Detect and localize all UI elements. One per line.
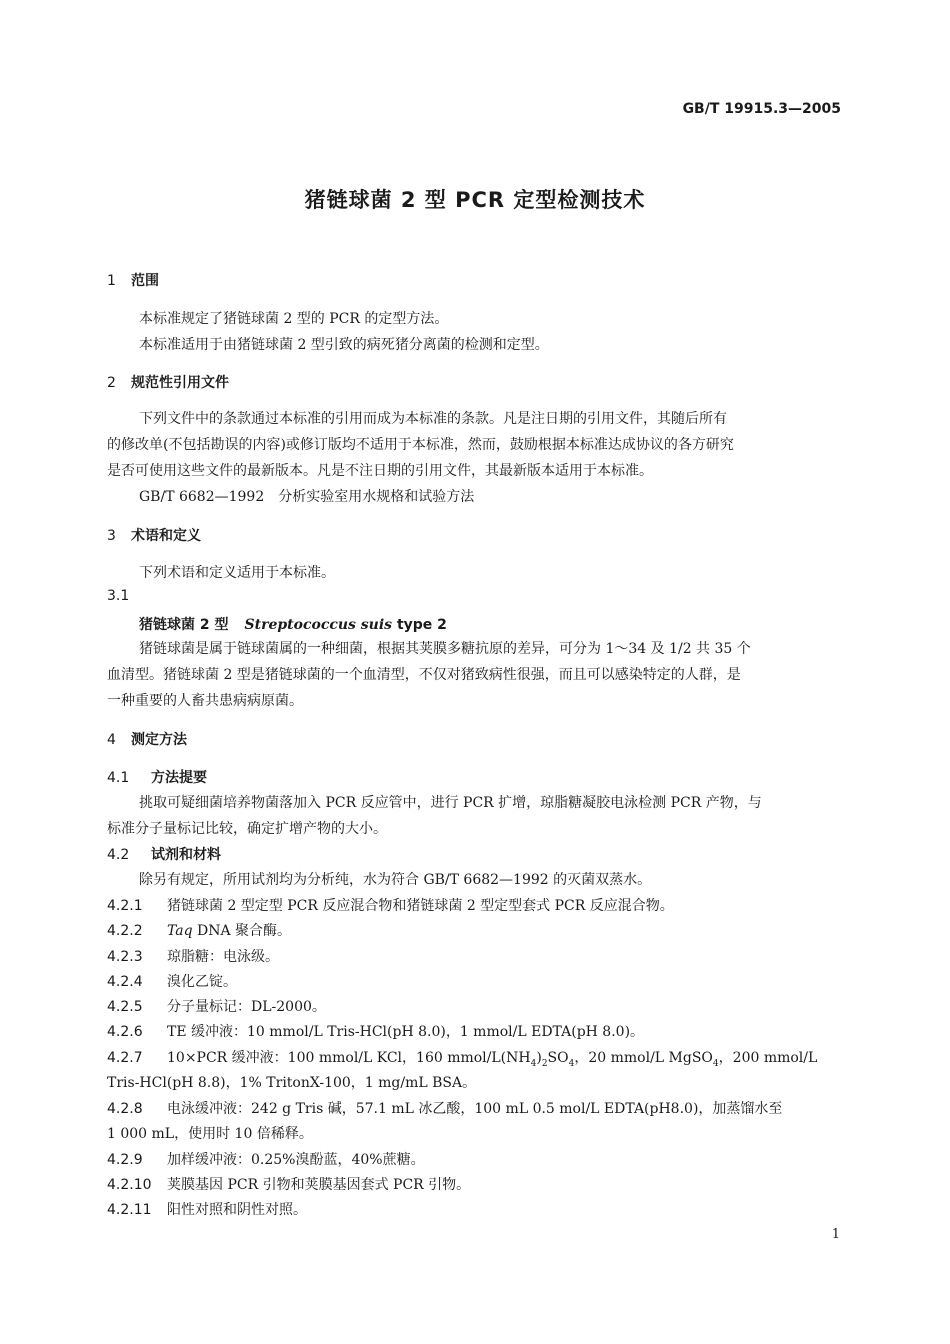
section-number: 4 [107,732,116,748]
item-number: 4.2.4 [107,974,143,990]
normative-reference: GB/T 6682—1992 分析实验室用水规格和试验方法 [139,489,475,505]
term-heading [139,614,447,634]
section-title: 测定方法 [131,732,187,748]
term-latin: Streptococcus suis [244,617,393,633]
item-text: 加样缓冲液：0.25%溴酚蓝，40%蔗糖。 [167,1152,425,1168]
item-number: 4.2.5 [107,999,143,1015]
item-text: 10×PCR 缓冲液：100 mmol/L KCl，160 mmol/$L(NH_4)_2SO_4$，20 mmol/L MgSO$_4$，200 mmol/L [167,1050,818,1069]
term-type: type 2 [396,617,447,633]
reagent-item [107,1047,817,1069]
method-summary-line-1: 挑取可疑细菌培养物菌落加入 PCR 反应管中，进行 PCR 扩增，琼脂糖凝胶电泳检测 PCR 产物，与 [139,795,762,811]
section-title: 规范性引用文件 [131,375,229,391]
reagent-item [107,1174,470,1194]
section-3-intro: 下列术语和定义适用于本标准。 [139,565,335,581]
item-number: 4.2.6 [107,1024,143,1040]
section-number: 2 [107,375,116,391]
definition-line-2: 血清型。猪链球菌 2 型是猪链球菌的一个血清型，不仅对猪致病性很强，而且可以感染特定的人群，是 [107,667,741,683]
section-number: 3 [107,528,116,544]
subsection-4-2-heading [107,844,221,864]
definition-line-1: 猪链球菌是属于链球菌属的一种细菌，根据其荚膜多糖抗原的差异，可分为 1～34 及 1/2 共 35 个 [139,641,751,657]
section-1-heading [107,270,159,290]
term-chinese: 猪链球菌 2 型 [139,617,229,633]
reagent-item-continuation: Tris-HCl(pH 8.8)，1% TritonX-100，1 mg/mL BSA。 [107,1075,477,1091]
reagent-item [107,895,674,915]
subsection-4-1-heading [107,767,207,787]
item-text: 阳性对照和阴性对照。 [167,1202,307,1218]
section-2-paragraph-line-3: 是否可使用这些文件的最新版本。凡是不注日期的引用文件，其最新版本适用于本标准。 [107,463,653,479]
item-number: 4.2.10 [107,1177,152,1193]
section-2-paragraph-line-1: 下列文件中的条款通过本标准的引用而成为本标准的条款。凡是注日期的引用文件，其随后所有 [139,411,727,427]
section-2-paragraph-line-2: 的修改单(不包括勘误的内容)或修订版均不适用于本标准，然而，鼓励根据本标准达成协议的各方研究 [107,437,734,453]
item-text: 琼脂糖：电泳级。 [167,949,279,965]
section-4-heading [107,729,187,749]
method-summary-line-2: 标准分子量标记比较，确定扩增产物的大小。 [107,821,387,837]
item-text: TE 缓冲液：10 mmol/L Tris-HCl(pH 8.0)，1 mmol/L EDTA(pH 8.0)。 [167,1024,645,1040]
reagent-item [107,1098,782,1118]
definition-line-3: 一种重要的人畜共患病病原菌。 [107,693,303,709]
subsection-title: 试剂和材料 [151,847,221,863]
section-2-heading [107,372,229,392]
reagent-item [107,1021,644,1041]
item-number: 4.2.8 [107,1101,143,1117]
reagents-intro: 除另有规定，所用试剂均为分析纯，水为符合 GB/T 6682—1992 的灭菌双蒸水。 [139,872,652,888]
section-number: 1 [107,273,116,289]
reagent-item [107,971,237,991]
reagent-item [107,996,326,1016]
item-number: 4.2.1 [107,898,143,914]
section-1-paragraph-1: 本标准规定了猪链球菌 2 型的 PCR 的定型方法。 [139,311,449,327]
document-title: 猪链球菌 2 型 PCR 定型检测技术 [304,188,646,212]
reagent-item [107,1149,425,1169]
section-1-paragraph-2: 本标准适用于由猪链球菌 2 型引致的病死猪分离菌的检测和定型。 [139,337,549,353]
reagent-item [107,920,291,940]
item-number: 4.2.2 [107,923,143,939]
item-text: DNA 聚合酶。 [197,923,292,939]
standard-number: GB/T 19915.3—2005 [682,101,841,117]
page-number: 1 [831,1227,840,1242]
reagent-item [107,946,279,966]
item-text-italic: Taq [167,923,193,939]
subsection-3-1-number: 3.1 [107,588,130,604]
item-text: 分子量标记：DL-2000。 [167,999,326,1015]
item-number: 4.2.11 [107,1202,152,1218]
section-title: 范围 [131,273,159,289]
item-number: 4.2.7 [107,1050,143,1066]
item-number: 4.2.3 [107,949,143,965]
item-text: 电泳缓冲液：242 g Tris 碱，57.1 mL 冰乙酸，100 mL 0.5 mol/L EDTA(pH8.0)，加蒸馏水至 [167,1101,783,1117]
item-text: 溴化乙锭。 [167,974,237,990]
item-text: 猪链球菌 2 型定型 PCR 反应混合物和猪链球菌 2 型定型套式 PCR 反应混合物。 [167,898,674,914]
item-text: 荚膜基因 PCR 引物和荚膜基因套式 PCR 引物。 [167,1177,471,1193]
section-3-heading [107,525,201,545]
subsection-number: 4.1 [107,770,130,786]
reagent-item-continuation: 1 000 mL，使用时 10 倍稀释。 [107,1126,313,1142]
subsection-title: 方法提要 [151,770,207,786]
reagent-item [107,1199,307,1219]
subsection-number: 4.2 [107,847,130,863]
item-number: 4.2.9 [107,1152,143,1168]
section-title: 术语和定义 [131,528,201,544]
